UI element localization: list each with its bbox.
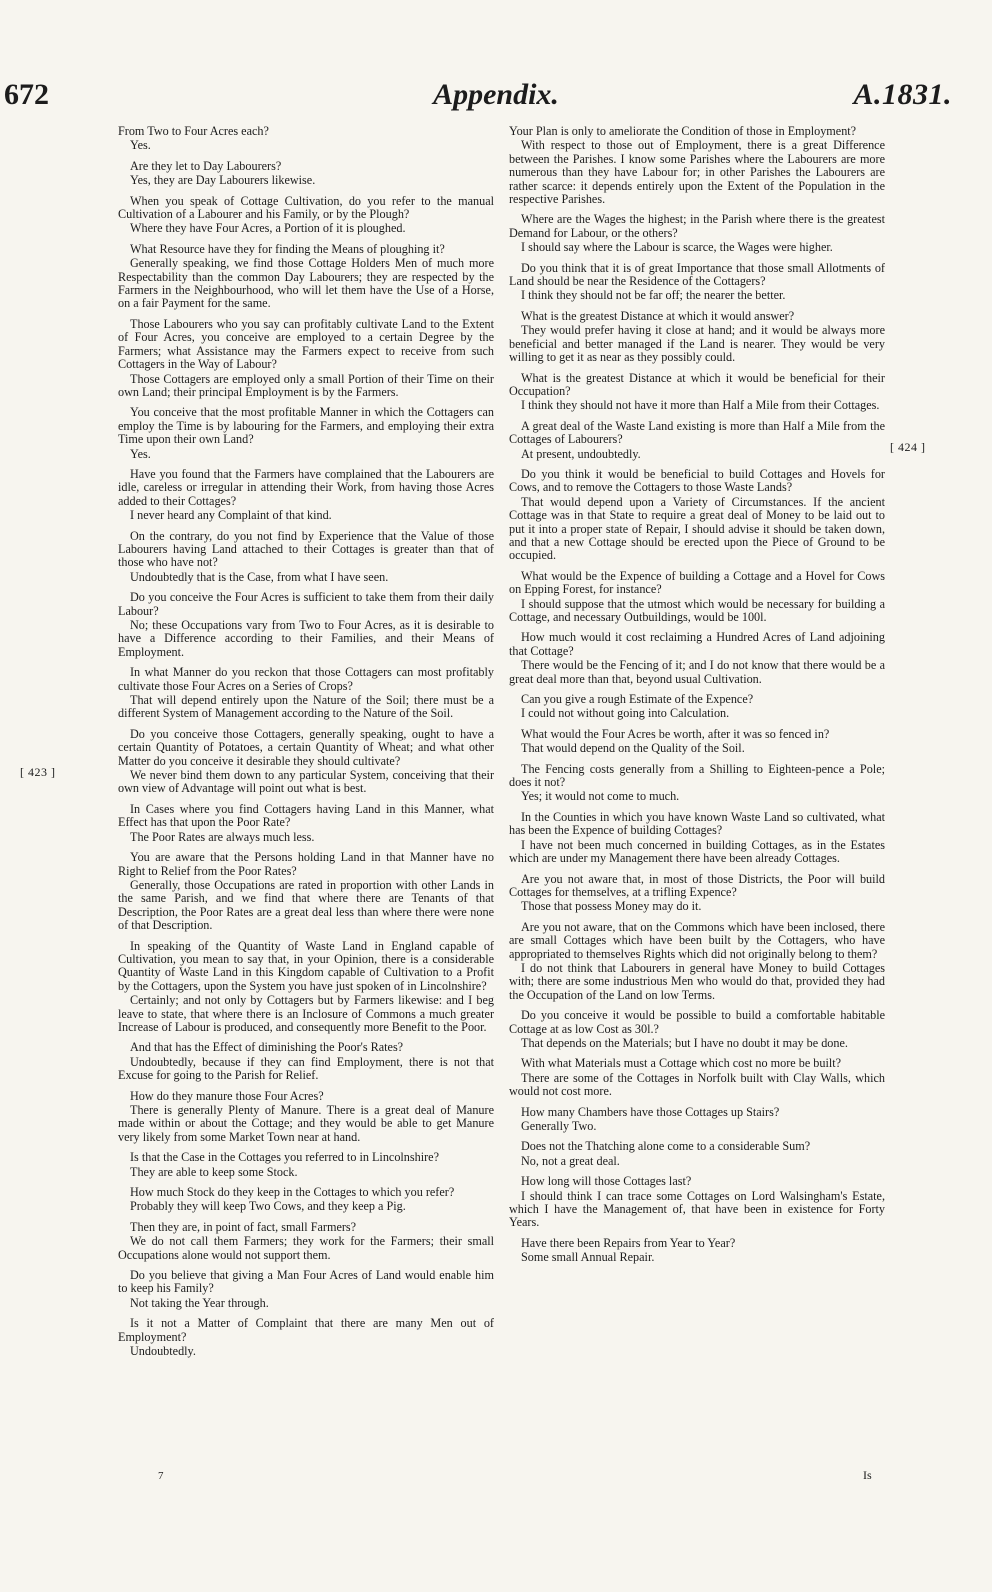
question-paragraph: Is it not a Matter of Complaint that there are many Men out of Employment?: [118, 1316, 494, 1344]
answer-paragraph: Generally, those Occupations are rated in proportion with other Lands in the same Parish, and we find that where there are Tenants of that Description, the Poor Rates are a great deal less than where there were none of that Description.: [118, 877, 494, 933]
question-paragraph: Are you not aware, that on the Commons which have been inclosed, there are small Cottages which have been built by the Cottagers, who have appropriated to themselves Rights which did not originally belong to them?: [509, 919, 885, 961]
answer-paragraph: We never bind them down to any particular System, conceiving that their own view of Advantage will point out what is best.: [118, 768, 494, 796]
question-paragraph: Does not the Thatching alone come to a considerable Sum?: [521, 1139, 811, 1154]
question-paragraph: What Resource have they for finding the Means of ploughing it?: [130, 241, 445, 256]
question-paragraph: How many Chambers have those Cottages up Stairs?: [521, 1104, 780, 1119]
answer-paragraph: Yes, they are Day Labourers likewise.: [130, 173, 316, 188]
question-paragraph: Then they are, in point of fact, small Farmers?: [130, 1219, 357, 1234]
answer-paragraph: Yes.: [130, 138, 151, 153]
answer-paragraph: Those Cottagers are employed only a small Portion of their Time on their own Land; their principal Employment is by the Farmers.: [118, 371, 494, 399]
question-paragraph: Do you conceive those Cottagers, generally speaking, ought to have a certain Quantity of Potatoes, a certain Quantity of Wheat; and what other Matter do you conceive it desirable they should cultivate?: [118, 726, 494, 768]
printer-signature: 7: [158, 1470, 164, 1482]
question-paragraph: You are aware that the Persons holding Land in that Manner have no Right to Relief from the Poor Rates?: [118, 850, 494, 878]
question-paragraph: A great deal of the Waste Land existing is more than Half a Mile from the Cottages of Labourers?: [509, 418, 885, 447]
answer-paragraph: At present, undoubtedly.: [521, 446, 641, 461]
question-paragraph: What is the greatest Distance at which it would be beneficial for their Occupation?: [509, 370, 885, 398]
question-paragraph: What is the greatest Distance at which it would answer?: [521, 308, 795, 323]
question-paragraph: You conceive that the most profitable Manner in which the Cottagers can employ the Time is by labouring for the Farmers, and employing their extra Time upon their own Land?: [118, 405, 494, 447]
running-title: Appendix.: [433, 78, 559, 111]
question-paragraph: Do you conceive the Four Acres is sufficient to take them from their daily Labour?: [118, 590, 494, 618]
question-paragraph: With what Materials must a Cottage which cost no more be built?: [521, 1056, 842, 1071]
answer-paragraph: Undoubtedly.: [130, 1344, 196, 1359]
question-paragraph: Do you think that it is of great Importance that those small Allotments of Land should be near the Residence of the Cottagers?: [509, 260, 885, 289]
answer-paragraph: The Poor Rates are always much less.: [130, 829, 315, 844]
margin-note-left: [ 423 ]: [20, 765, 56, 779]
answer-paragraph: I think they should not have it more than Half a Mile from their Cottages.: [521, 398, 880, 413]
answer-paragraph: Generally speaking, we find those Cottage Holders Men of much more Respectability than the common Day Labourers; they are respected by the Farmers in the Neighbourhood, who will let them have the Use of a Horse, on a fair Payment for the same.: [118, 256, 494, 311]
answer-paragraph: Some small Annual Repair.: [521, 1250, 655, 1265]
answer-paragraph: There is generally Plenty of Manure. There is a great deal of Manure made within or about the Cottage; and they would be able to get Manure very likely from some Market Town near at hand.: [118, 1103, 494, 1144]
catchword: Is: [863, 1468, 872, 1482]
answer-paragraph: I should think I can trace some Cottages on Lord Walsingham's Estate, which I have the Management of, that have been in existence for Forty Years.: [509, 1188, 885, 1230]
answer-paragraph: Yes.: [130, 446, 151, 461]
answer-paragraph: With respect to those out of Employment, there is a great Difference between the Parishes. I know some Parishes where the Labourers are more numerous than they have Labour for; in other Parishes the Labourers are rather scarce: it depends entirely upon the Extent of the Population in the respective Parishes.: [509, 138, 885, 207]
question-paragraph: Are you not aware that, in most of those Districts, the Poor will build Cottages for themselves, at a trifling Expence?: [509, 871, 885, 899]
answer-paragraph: They would prefer having it close at hand; and it would be always more beneficial and better managed if the Land is nearer. They would be very willing to get it as near as they possibly could.: [509, 323, 885, 365]
answer-paragraph: Generally Two.: [521, 1119, 597, 1133]
answer-paragraph: There are some of the Cottages in Norfolk built with Clay Walls, which would not cost more.: [509, 1070, 885, 1099]
left-column: [118, 125, 494, 1366]
question-paragraph: Have there been Repairs from Year to Year?: [521, 1235, 736, 1250]
answer-paragraph: That would depend on the Quality of the Soil.: [521, 741, 745, 756]
margin-note-right: [ 424 ]: [890, 440, 926, 454]
question-paragraph: Are they let to Day Labourers?: [130, 158, 282, 173]
answer-paragraph: I never heard any Complaint of that kind.: [130, 508, 332, 523]
answer-paragraph: I should say where the Labour is scarce, the Wages were higher.: [521, 240, 833, 255]
answer-paragraph: There would be the Fencing of it; and I do not know that there would be a great deal more than that, beyond usual Cultivation.: [509, 658, 885, 686]
question-paragraph: Do you think it would be beneficial to build Cottages and Hovels for Cows, and to remove the Cottagers to those Waste Lands?: [509, 466, 885, 495]
question-paragraph: Those Labourers who you say can profitably cultivate Land to the Extent of Four Acres, you conceive are employed to a certain Degree by the Farmers; what Assistance may the Farmers expect to receive from such Cottagers in the Way of Labour?: [118, 316, 494, 372]
answer-paragraph: Yes; it would not come to much.: [521, 789, 680, 804]
answer-paragraph: Where they have Four Acres, a Portion of it is ploughed.: [130, 221, 406, 236]
answer-paragraph: No, not a great deal.: [521, 1153, 620, 1168]
page-number: 672: [4, 78, 49, 111]
question-paragraph: What would be the Expence of building a Cottage and a Hovel for Cows on Epping Forest, for instance?: [509, 568, 885, 597]
answer-paragraph: That would depend upon a Variety of Circumstances. If the ancient Cottage was in that State to require a great deal of Money to be laid out to put it into a proper state of Repair, I should advise it should be taken down, and that a new Cottage should be erected upon the Piece of Ground to be occupied.: [509, 494, 885, 563]
question-paragraph: On the contrary, do you not find by Experience that the Value of those Labourers having Land attached to their Cottages is greater than that of those who have not?: [118, 528, 494, 570]
answer-paragraph: Undoubtedly that is the Case, from what I have seen.: [130, 569, 389, 584]
answer-paragraph: I could not without going into Calculation.: [521, 706, 730, 721]
answer-paragraph: They are able to keep some Stock.: [130, 1164, 298, 1179]
question-paragraph: Can you give a rough Estimate of the Expence?: [521, 692, 754, 707]
question-paragraph: Have you found that the Farmers have complained that the Labourers are idle, careless or irregular in attending their Work, from having those Acres added to their Cottages?: [118, 466, 494, 508]
question-paragraph: Do you conceive it would be possible to build a comfortable habitable Cottage at as low Cost as 30l.?: [509, 1008, 885, 1036]
question-paragraph: In Cases where you find Cottagers having Land in this Manner, what Effect has that upon the Poor Rate?: [118, 801, 494, 830]
answer-paragraph: No; these Occupations vary from Two to Four Acres, as it is desirable to have a Difference according to their Families, and their Means of Employment.: [118, 618, 494, 659]
question-paragraph: When you speak of Cottage Cultivation, do you refer to the manual Cultivation of a Labourer and his Family, or by the Plough?: [118, 193, 494, 222]
question-paragraph: And that has the Effect of diminishing the Poor's Rates?: [130, 1040, 404, 1055]
question-paragraph: What would the Four Acres be worth, after it was so fenced in?: [521, 726, 830, 741]
question-paragraph: How do they manure those Four Acres?: [130, 1088, 324, 1103]
question-paragraph: In what Manner do you reckon that those Cottagers can most profitably cultivate those Four Acres on a Series of Crops?: [118, 665, 494, 693]
question-paragraph: From Two to Four Acres each?: [118, 124, 269, 138]
answer-paragraph: Those that possess Money may do it.: [521, 899, 702, 914]
question-paragraph: Where are the Wages the highest; in the Parish where there is the greatest Demand for Labour, or the others?: [509, 212, 885, 240]
answer-paragraph: That will depend entirely upon the Nature of the Soil; there must be a different System of Management according to the Nature of the Soil.: [118, 693, 494, 721]
answer-paragraph: Probably they will keep Two Cows, and they keep a Pig.: [130, 1199, 406, 1214]
question-paragraph: In speaking of the Quantity of Waste Land in England capable of Cultivation, you mean to say that, in your Opinion, there is a considerable Quantity of Waste Land in this Kingdom capable of Cultivation to a Profit by the Cottagers, upon the System you have just spoken of in Lincolnshire?: [118, 938, 494, 993]
answer-paragraph: I should suppose that the utmost which would be necessary for building a Cottage, and necessary Outbuildings, would be 100l.: [509, 596, 885, 624]
answer-paragraph: Undoubtedly, because if they can find Employment, there is not that Excuse for going to the Parish for Relief.: [118, 1054, 494, 1083]
answer-paragraph: I do not think that Labourers in general have Money to build Cottages with; there are some industrious Men who would do that, provided they had the Occupation of the Land on low Terms.: [509, 960, 885, 1002]
question-paragraph: Is that the Case in the Cottages you referred to in Lincolnshire?: [130, 1150, 439, 1165]
question-paragraph: Your Plan is only to ameliorate the Condition of those in Employment?: [509, 124, 857, 138]
answer-paragraph: Not taking the Year through.: [130, 1295, 269, 1310]
question-paragraph: How long will those Cottages last?: [521, 1174, 692, 1189]
question-paragraph: How much would it cost reclaiming a Hundred Acres of Land adjoining that Cottage?: [509, 630, 885, 658]
answer-paragraph: I have not been much concerned in building Cottages, as in the Estates which are under my Management there have been already Cottages.: [509, 837, 885, 866]
question-paragraph: In the Counties in which you have known Waste Land so cultivated, what has been the Expence of building Cottages?: [509, 809, 885, 838]
answer-paragraph: That depends on the Materials; but I have no doubt it may be done.: [521, 1035, 848, 1050]
question-paragraph: The Fencing costs generally from a Shilling to Eighteen-pence a Pole; does it not?: [509, 761, 885, 790]
question-paragraph: Do you believe that giving a Man Four Acres of Land would enable him to keep his Family?: [118, 1268, 494, 1296]
page-header: [0, 78, 992, 118]
answer-paragraph: Certainly; and not only by Cottagers but by Farmers likewise: and I beg leave to state, that where there is an Inclosure of Commons a much greater Increase of Labour is produced, and consequently more Benefit to the Poor.: [118, 993, 494, 1034]
answer-paragraph: We do not call them Farmers; they work for the Farmers; their small Occupations alone would not support them.: [118, 1234, 494, 1262]
year-label: A.1831.: [853, 78, 952, 111]
answer-paragraph: I think they should not be far off; the nearer the better.: [521, 288, 786, 303]
question-paragraph: How much Stock do they keep in the Cottages to which you refer?: [130, 1185, 455, 1200]
right-column: [509, 125, 885, 1272]
